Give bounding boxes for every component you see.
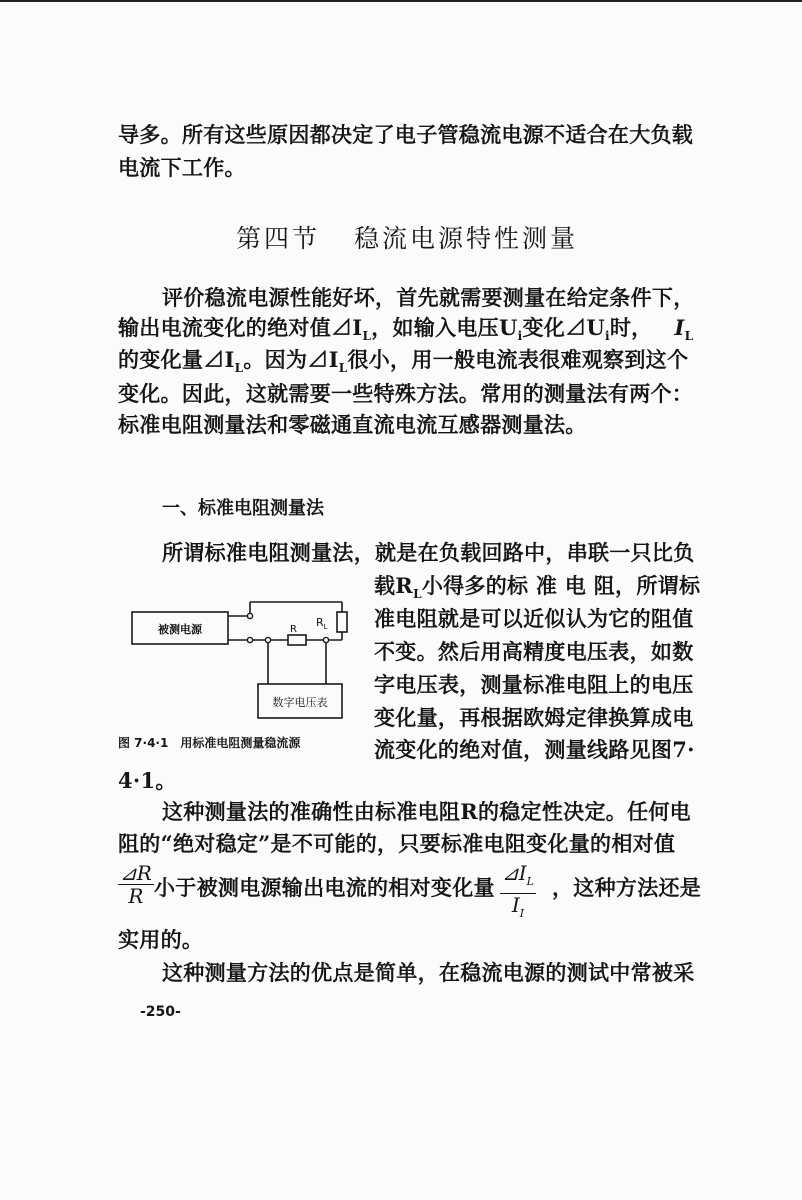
figure-caption: 图 7·4·1 用标准电阻测量稳流源: [118, 736, 301, 750]
fraction-delta-i: $\frac{⊿I_L}{I_I}$: [502, 861, 534, 920]
section-heading: [236, 222, 578, 256]
subsection-heading: 一、标准电阻测量法: [162, 498, 324, 519]
text-line: 标准电阻测量法和零磁通直流电流互感器测量法。: [118, 412, 587, 437]
text-line: 评价稳流电源性能好坏，首先就需要测量在给定条件下，: [162, 285, 695, 310]
meter-label: 数字电压表: [272, 696, 328, 709]
text-line: 的变化量$⊿I_L$。因为$⊿I_L$很小，用一般电流表很难观察到这个: [118, 347, 689, 376]
resistor-label: R: [290, 624, 297, 635]
text-line: 这种测量法的准确性由标准电阻R的稳定性决定。任何电: [162, 799, 691, 824]
text-line: 小于被测电源输出电流的相对变化量: [154, 875, 495, 900]
text-line: 流变化的绝对值，测量线路见图7·: [374, 737, 695, 762]
text-line: 不变。然后用高精度电压表，如数: [374, 639, 694, 664]
fraction-delta-r: $\frac{⊿R}{R}$: [120, 861, 152, 908]
text-line: 变化。因此，这就需要一些特殊方法。常用的测量法有两个：: [118, 381, 694, 406]
source-label: 被测电源: [158, 623, 202, 636]
load-label: $R_L$: [316, 616, 328, 631]
text-line: 电流下工作。: [118, 155, 246, 180]
section-number: 第四节: [236, 224, 321, 253]
text-line: 阻的“绝对稳定”是不可能的，只要标准电阻变化量的相对值: [118, 831, 676, 856]
circuit-diagram: [128, 596, 364, 726]
text-line: 字电压表，测量标准电阻上的电压: [374, 672, 694, 697]
top-rule: [0, 0, 802, 2]
text-line: 4·1。: [118, 768, 177, 793]
section-title: 稳流电源特性测量: [354, 224, 579, 253]
text-line: 准电阻就是可以近似认为它的阻值: [374, 606, 694, 631]
text-line: 变化量，再根据欧姆定律换算成电: [374, 705, 694, 730]
standard-resistor: [288, 635, 306, 645]
text-line: 实用的。: [118, 927, 204, 952]
text-line: 所谓标准电阻测量法，就是在负载回路中，串联一只比负: [162, 540, 695, 565]
text-line: 这种测量方法的优点是简单，在稳流电源的测试中常被采: [162, 960, 695, 985]
page-number: -250-: [140, 1004, 181, 1020]
text-line: 载$R_L$小得多的标 准 电 阻，所谓标: [374, 573, 701, 602]
load-resistor: [337, 612, 347, 632]
text-line: 输出电流变化的绝对值$⊿I_L$，如输入电压$U_i$变化$⊿U_i$时， $I_L$: [118, 315, 694, 344]
text-line: 导多。所有这些原因都决定了电子管稳流电源不适合在大负载: [118, 122, 694, 147]
text-line: ，这种方法还是: [552, 875, 702, 900]
